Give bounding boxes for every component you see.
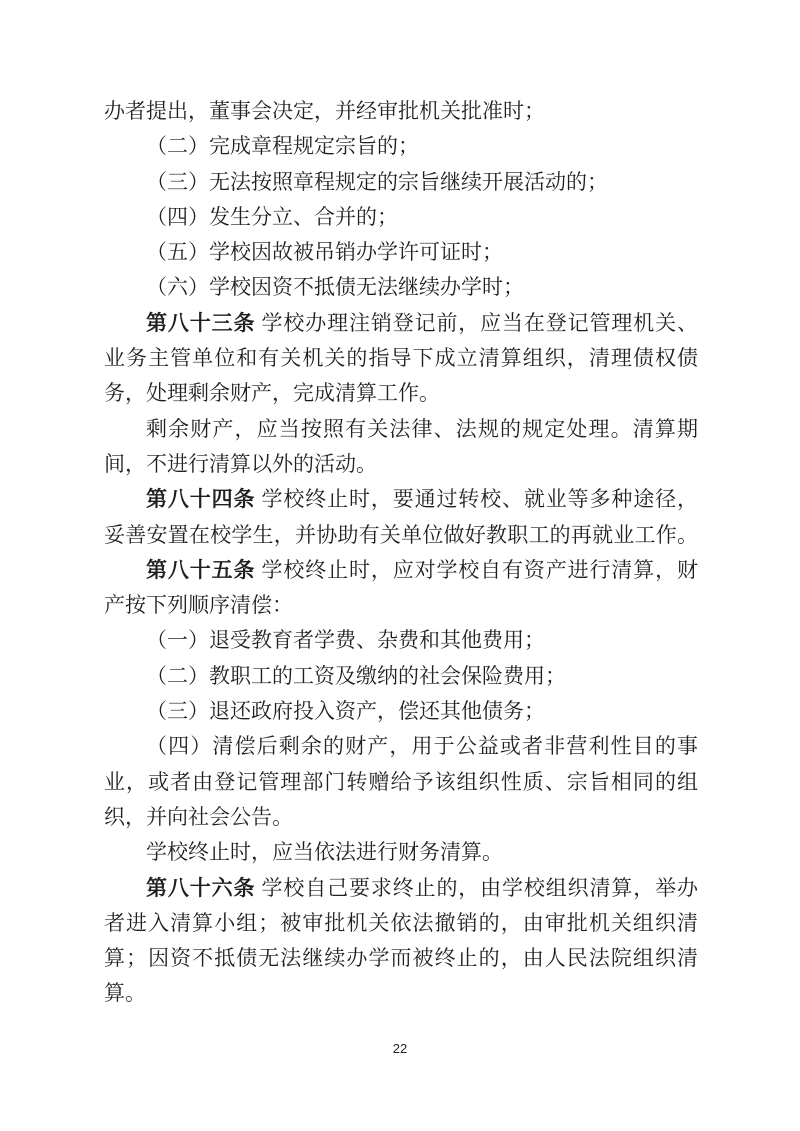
text-segment: （四）清偿后剩余的财产，用于公益或者非营利性目的事 xyxy=(146,734,698,759)
text-segment: 者进入清算小组；被审批机关依法撤销的，由审批机关组织清 xyxy=(104,910,698,935)
text-line xyxy=(104,729,698,764)
text-segment: 妥善安置在校学生，并协助有关单位做好教职工的再就业工作。 xyxy=(104,522,698,547)
text-segment: （三）退还政府投入资产，偿还其他债务； xyxy=(146,699,545,724)
text-line xyxy=(104,412,698,447)
text-segment: （五）学校因故被吊销办学许可证时； xyxy=(146,240,503,265)
text-segment: 学校终止时，应当依法进行财务清算。 xyxy=(146,840,503,865)
text-line xyxy=(104,659,698,694)
text-segment: 业务主管单位和有关机关的指导下成立清算组织，清理债权债 xyxy=(104,346,698,371)
text-segment: （四）发生分立、合并的； xyxy=(146,204,398,229)
text-line xyxy=(104,447,698,482)
text-segment: 学校自己要求终止的，由学校组织清算，举办 xyxy=(255,875,699,900)
text-line xyxy=(104,800,698,835)
text-segment: （二）教职工的工资及缴纳的社会保险费用； xyxy=(146,663,566,688)
text-line xyxy=(104,129,698,164)
text-line xyxy=(104,941,698,976)
text-segment: 算。 xyxy=(104,981,146,1006)
text-line xyxy=(104,906,698,941)
text-segment: 务，处理剩余财产，完成清算工作。 xyxy=(104,381,440,406)
text-segment: 剩余财产，应当按照有关法律、法规的规定处理。清算期 xyxy=(146,416,698,441)
text-column xyxy=(104,94,698,1012)
text-line xyxy=(104,553,698,588)
article-number: 第八十四条 xyxy=(146,487,256,512)
text-line xyxy=(104,976,698,1011)
text-segment: 算；因资不抵债无法继续办学而被终止的，由人民法院组织清 xyxy=(104,946,698,971)
text-line xyxy=(104,306,698,341)
text-line xyxy=(104,376,698,411)
text-segment: 学校终止时，应对学校自有资产进行清算，财 xyxy=(255,557,699,582)
text-line xyxy=(104,341,698,376)
text-segment: （三）无法按照章程规定的宗旨继续开展活动的； xyxy=(146,169,608,194)
text-segment: 学校办理注销登记前，应当在登记管理机关、 xyxy=(255,310,699,335)
text-segment: 间，不进行清算以外的活动。 xyxy=(104,451,377,476)
text-segment: 产按下列顺序清偿： xyxy=(104,593,293,618)
text-line xyxy=(104,871,698,906)
text-segment: 业，或者由登记管理部门转赠给予该组织性质、宗旨相同的组 xyxy=(104,769,698,794)
article-number: 第八十六条 xyxy=(146,875,256,900)
text-line xyxy=(104,270,698,305)
page-footer xyxy=(0,1041,800,1056)
text-line xyxy=(104,482,698,517)
text-line xyxy=(104,518,698,553)
text-segment: （六）学校因资不抵债无法继续办学时； xyxy=(146,275,524,300)
text-line xyxy=(104,200,698,235)
text-line xyxy=(104,835,698,870)
text-line xyxy=(104,94,698,129)
text-line xyxy=(104,235,698,270)
text-segment: 办者提出，董事会决定，并经审批机关批准时； xyxy=(104,99,545,123)
article-number: 第八十五条 xyxy=(146,557,256,582)
text-line xyxy=(104,623,698,658)
text-line xyxy=(104,165,698,200)
text-segment: （二）完成章程规定宗旨的； xyxy=(146,134,419,159)
text-segment: 学校终止时，要通过转校、就业等多种途径， xyxy=(255,487,699,512)
text-segment: 织，并向社会公告。 xyxy=(104,804,293,829)
text-line xyxy=(104,765,698,800)
text-line xyxy=(104,588,698,623)
page-number: 22 xyxy=(392,1041,408,1056)
text-line xyxy=(104,694,698,729)
text-segment: （一）退受教育者学费、杂费和其他费用； xyxy=(146,628,545,653)
article-number: 第八十三条 xyxy=(146,310,256,335)
